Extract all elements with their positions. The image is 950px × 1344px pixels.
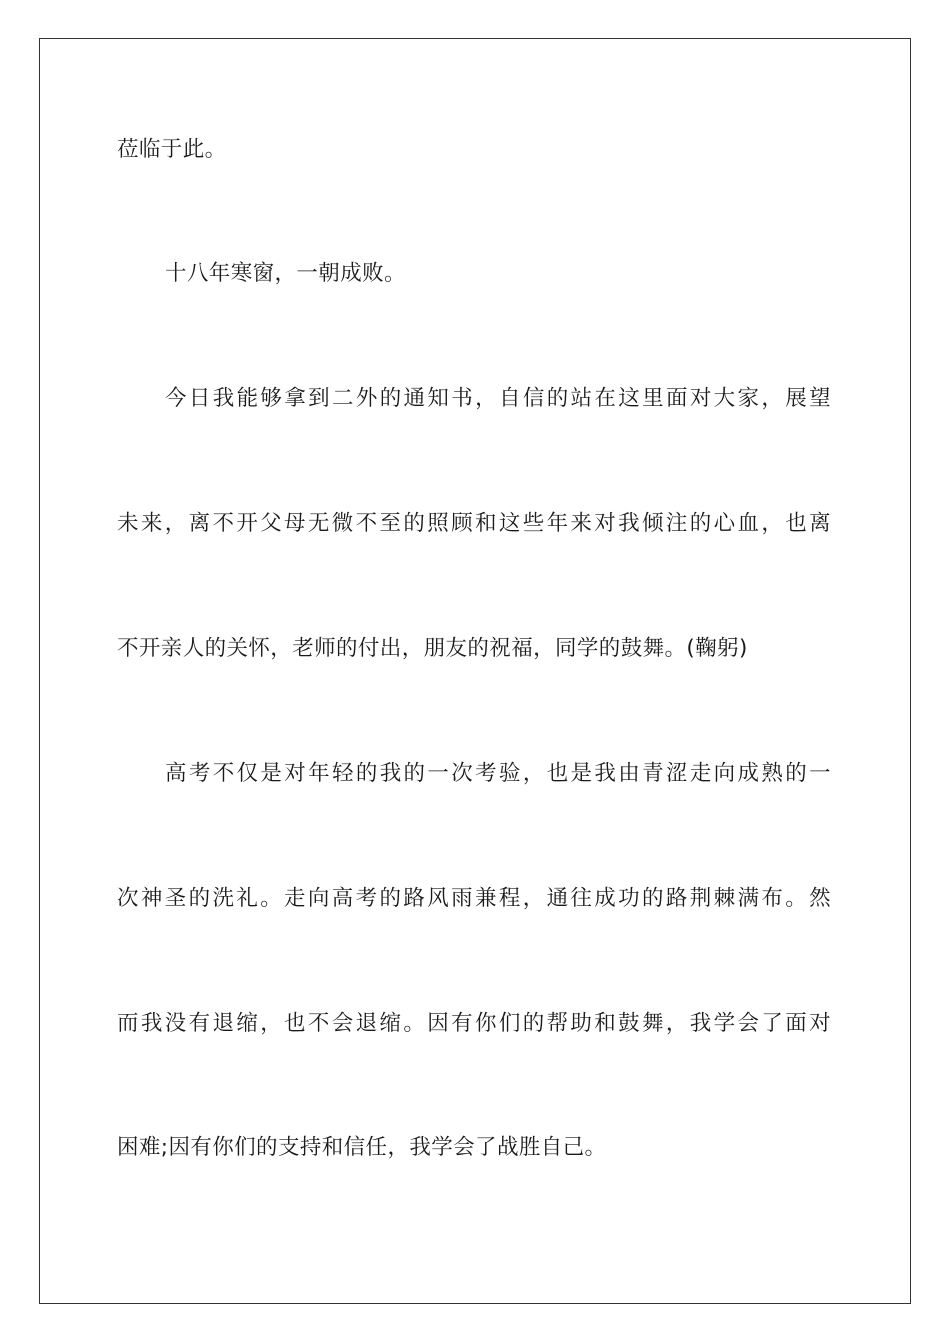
text-line-4: 未来，离不开父母无微不至的照顾和这些年来对我倾注的心血，也离 [117,511,831,536]
text-line-1: 莅临于此。 [117,137,227,162]
text-line-3: 今日我能够拿到二外的通知书，自信的站在这里面对大家，展望 [165,386,831,411]
text-line-9: 困难;因有你们的支持和信任，我学会了战胜自己。 [117,1135,607,1160]
text-line-8: 而我没有退缩，也不会退缩。因有你们的帮助和鼓舞，我学会了面对 [117,1011,831,1036]
text-line-2: 十八年寒窗，一朝成败。 [165,261,406,286]
text-line-6: 高考不仅是对年轻的我的一次考验，也是我由青涩走向成熟的一 [165,761,831,786]
page-border [39,38,911,1304]
text-line-7: 次神圣的洗礼。走向高考的路风雨兼程，通往成功的路荆棘满布。然 [117,886,831,911]
text-line-5: 不开亲人的关怀，老师的付出，朋友的祝福，同学的鼓舞。(鞠躬) [117,636,748,661]
